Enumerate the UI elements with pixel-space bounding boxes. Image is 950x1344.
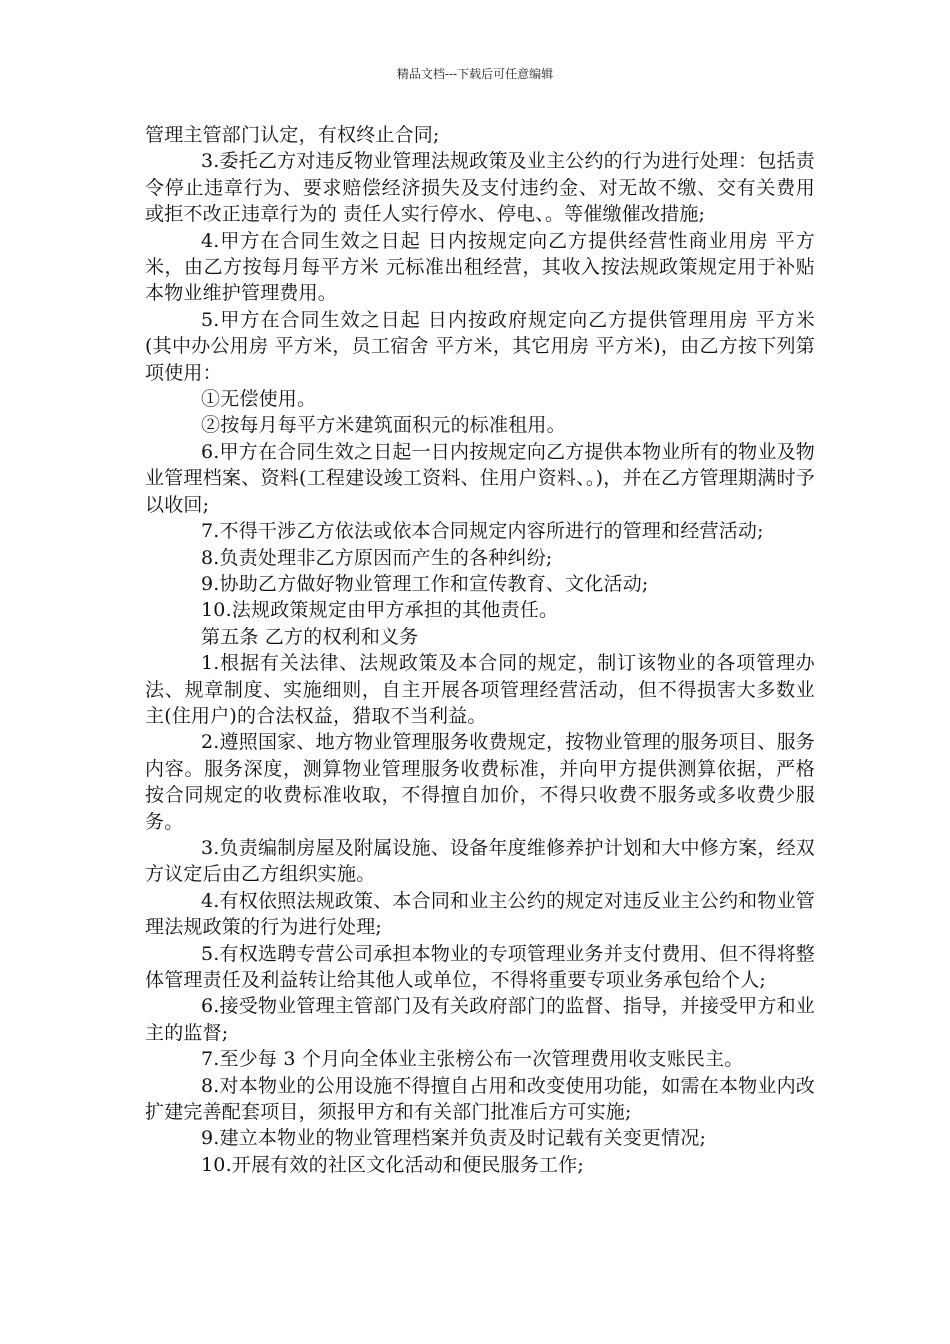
paragraph: 6.接受物业管理主管部门及有关政府部门的监督、指导，并接受甲方和业主的监督; [145,995,815,1044]
paragraph: 9.协助乙方做好物业管理工作和宣传教育、文化活动; [201,572,649,595]
paragraph: 3.负责编制房屋及附属设施、设备年度维修养护计划和大中修方案，经双方议定后由乙方组织实施。 [145,836,815,886]
paragraph: 4.甲方在合同生效之日起 日内按规定向乙方提供经营性商业用房 平方米，由乙方按每月每平方米 元标准出租经营，其收入按法规政策规定用于补贴本物业维护管理费用。 [145,229,815,305]
paragraph: 1.根据有关法律、法规政策及本合同的规定，制订该物业的各项管理办法、规章制度、实施细则，自主开展各项管理经营活动，但不得损害大多数业主(住用户)的合法权益，猎取不当利益。 [145,652,815,727]
paragraph: 8.对本物业的公用设施不得擅自占用和改变使用功能，如需在本物业内改扩建完善配套项目，须报甲方和有关部门批准后方可实施; [145,1074,815,1124]
paragraph: 2.遵照国家、地方物业管理服务收费规定，按物业管理的服务项目、服务内容。服务深度，测算物业管理服务收费标准，并向甲方提供测算依据，严格按合同规定的收费标准收取，不得擅自加价，不得只收费不服务或多收费少服务。 [145,731,815,833]
paragraph: 9.建立本物业的物业管理档案并负责及时记载有关变更情况; [201,1127,707,1150]
section-heading: 第五条 乙方的权利和义务 [201,625,419,648]
paragraph: ①无偿使用。 [201,388,317,411]
paragraph: 6.甲方在合同生效之日起一日内按规定向乙方提供本物业所有的物业及物业管理档案、资料(工程建设竣工资料、住用户资料、。)，并在乙方管理期满时予以收回; [145,440,815,516]
document-body [145,122,815,1178]
paragraph: 7.不得干涉乙方依法或依本合同规定内容所进行的管理和经营活动; [201,520,764,543]
paragraph: ②按每月每平方米建筑面积元的标准租用。 [201,414,566,437]
paragraph: 3.委托乙方对违反物业管理法规政策及业主公约的行为进行处理：包括责令停止违章行为、要求赔偿经济损失及支付违约金、对无故不缴、交有关费用或拒不改正违章行为的 责任人实行停水、停电、。等催缴催改措施; [145,150,815,226]
paragraph: 4.有权依照法规政策、本合同和业主公约的规定对违反业主公约和物业管理法规政策的行为进行处理; [145,889,815,939]
paragraph: 5.甲方在合同生效之日起 日内按政府规定向乙方提供管理用房 平方米(其中办公用房 平方米，员工宿舍 平方米，其它用房 平方米)，由乙方按下列第 项使用： [145,308,815,384]
paragraph: 5.有权选聘专营公司承担本物业的专项管理业务并支付费用、但不得将整体管理责任及利益转让给其他人或单位，不得将重要专项业务承包给个人; [145,942,815,991]
paragraph: 7.至少每 3 个月向全体业主张榜公布一次管理费用收支账民主。 [201,1048,744,1071]
paragraph: 8.负责处理非乙方原因而产生的各种纠纷; [201,546,553,569]
paragraph: 管理主管部门认定，有权终止合同; [145,124,440,146]
paragraph: 10.法规政策规定由甲方承担的其他责任。 [201,599,559,622]
page-header: 精品文档---下载后可任意编辑 [396,67,554,81]
paragraph: 10.开展有效的社区文化活动和便民服务工作; [201,1153,585,1176]
